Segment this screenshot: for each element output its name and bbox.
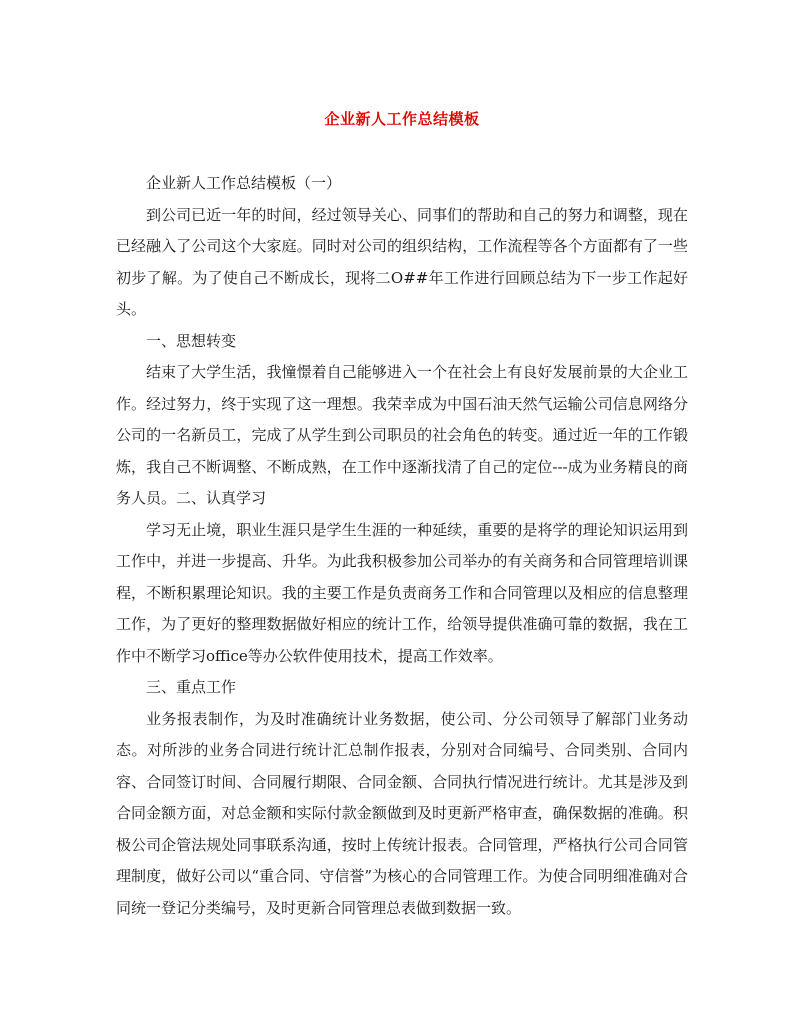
key-work-paragraph: 业务报表制作，为及时准确统计业务数据，使公司、分公司领导了解部门业务动态。对所涉的业务合同进行统计汇总制作报表，分别对合同编号、合同类别、合同内容、合同签订时间、合同履行期限、合同金额、合同执行情况进行统计。尤其是涉及到合同金额方面，对总金额和实际付款金额做到及时更新严格审查，确保数据的准确。积极公司企管法规处同事联系沟通，按时上传统计报表。合同管理，严格执行公司合同管理制度，做好公司以“重合同、守信誉”为核心的合同管理工作。为使合同明细准确对合同统一登记分类编号，及时更新合同管理总表做到数据一致。 bbox=[116, 709, 688, 917]
study-paragraph: 学习无止境，职业生涯只是学生生涯的一种延续，重要的是将学的理论知识运用到工作中，并进一步提高、升华。为此我积极参加公司举办的有关商务和合同管理培训课程，不断积累理论知识。我的主要工作是负责商务工作和合同管理以及相应的信息整理工作，为了更好的整理数据做好相应的统计工作，给领导提供准确可靠的数据，我在工作中不断学习office等办公软件使用技术，提高工作效率。 bbox=[116, 520, 688, 665]
thought-paragraph: 结束了大学生活，我憧憬着自己能够进入一个在社会上有良好发展前景的大企业工作。经过努力，终于实现了这一理想。我荣幸成为中国石油天然气运输公司信息网络分公司的一名新员工，完成了从学生到公司职员的社会角色的转变。通过近一年的工作锻炼，我自己不断调整、不断成熟，在工作中逐渐找清了自己的定位---成为业务精良的商务人员。二、认真学习 bbox=[116, 363, 688, 507]
document-body bbox=[116, 168, 688, 924]
intro-paragraph: 到公司已近一年的时间，经过领导关心、同事们的帮助和自己的努力和调整，现在已经融入了公司这个大家庭。同时对公司的组织结构，工作流程等各个方面都有了一些初步了解。为了使自己不断成长，现将二O##年工作进行回顾总结为下一步工作起好头。 bbox=[116, 205, 688, 318]
subtitle-paragraph: 企业新人工作总结模板（一） bbox=[146, 174, 342, 192]
section-heading-key-work: 三、重点工作 bbox=[146, 678, 237, 696]
section-heading-thought: 一、思想转变 bbox=[146, 331, 237, 350]
document-title: 企业新人工作总结模板 bbox=[324, 110, 480, 128]
